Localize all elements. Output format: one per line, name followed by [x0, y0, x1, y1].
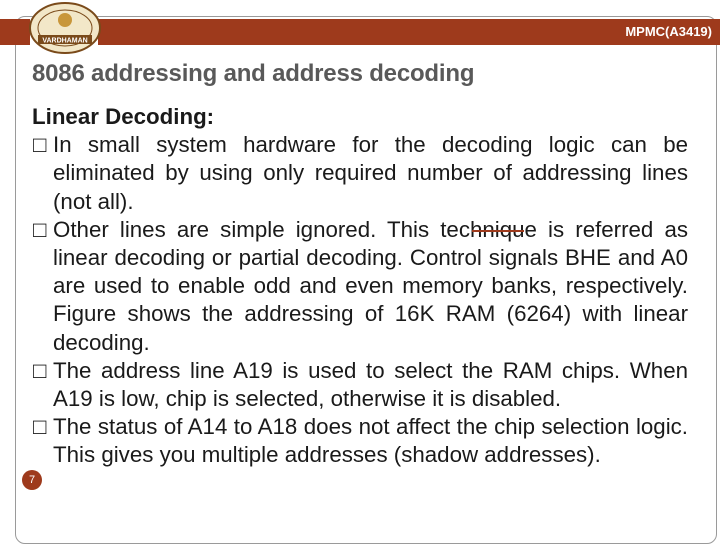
logo-text: VARDHAMAN [42, 37, 88, 45]
bullet-marker: □ [33, 132, 47, 158]
bullet-item [32, 413, 688, 469]
bhe-overbar [472, 230, 524, 232]
slide-body [32, 103, 688, 470]
bullet-item [32, 216, 688, 357]
bullet-text: In small system hardware for the decoding logic can be eliminated by using only required number of addressing lines (not all). [53, 132, 688, 214]
bullet-item [32, 357, 688, 413]
section-subheading: Linear Decoding: [32, 104, 215, 129]
bullet-text: The address line A19 is used to select the RAM chips. When A19 is low, chip is selected, otherwise it is disabled. [53, 357, 688, 412]
bullet-text: Other lines are simple ignored. This technique is referred as linear decoding or partial decoding. Control signals BHE and A0 are used to enable odd and even memory banks, respectively. Figure shows the addressing of 16K RAM (6264) with linear decoding. [53, 216, 688, 355]
header-bar-left [0, 19, 30, 45]
bullet-item [32, 131, 688, 216]
bullet-marker: □ [33, 216, 47, 242]
college-logo [28, 2, 102, 54]
course-code: MPMC(A3419) [625, 24, 712, 39]
page-number: 7 [22, 470, 42, 490]
bullet-marker: □ [33, 414, 47, 440]
bullet-marker: □ [33, 357, 47, 383]
slide-title: 8086 addressing and address decoding [32, 60, 475, 87]
bullet-text: The status of A14 to A18 does not affect the chip selection logic. This gives you multiple addresses (shadow addresses). [53, 414, 688, 468]
